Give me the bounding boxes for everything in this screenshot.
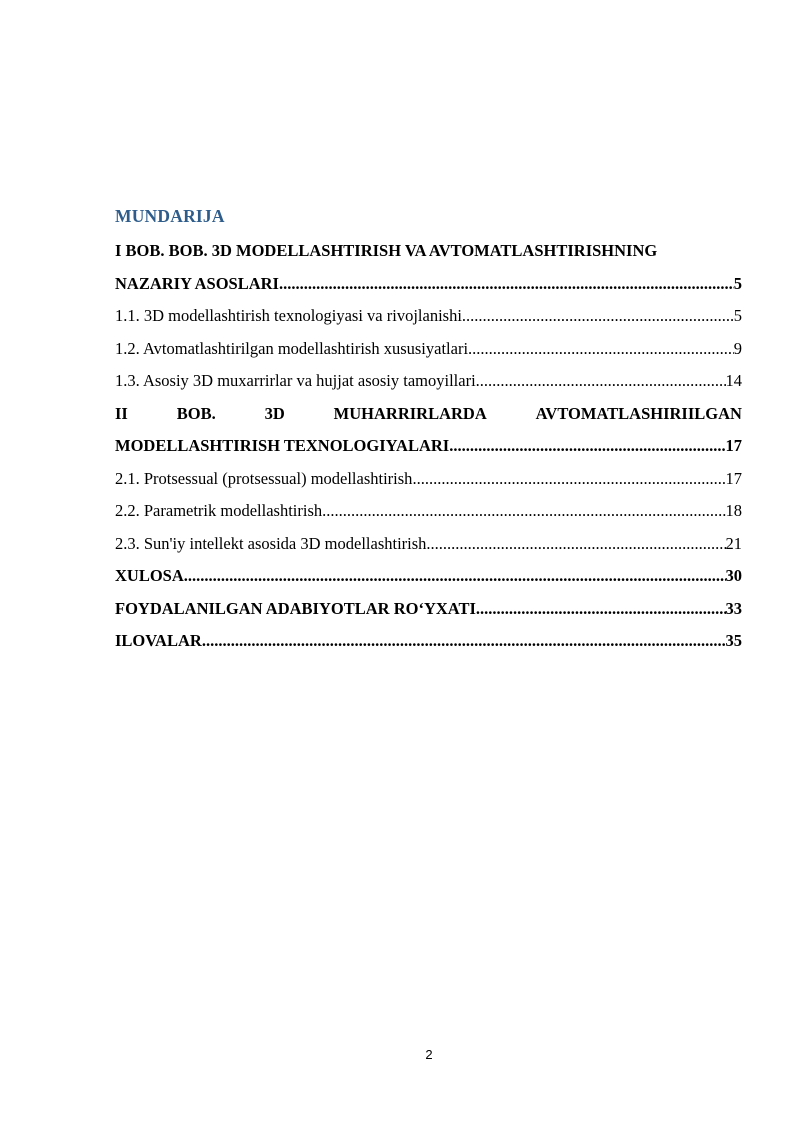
toc-entry-title: 1.1. 3D modellashtirish texnologiyasi va rivojlanishi (115, 306, 462, 325)
toc-page-number: 18 (725, 501, 742, 520)
toc-page-number: 33 (725, 598, 742, 618)
toc-entry-1-2[interactable] (115, 333, 742, 366)
toc-page-number: 35 (725, 631, 742, 650)
toc-word: BOB. (176, 403, 216, 423)
toc-entry-title: ILOVALAR (115, 631, 202, 650)
dot-leader (322, 495, 725, 528)
toc-entry-chapter-2[interactable] (115, 398, 742, 463)
toc-entry-title-line1: I BOB. BOB. 3D MODELLASHTIRISH VA AVTOMATLASHTIRISHNING (115, 241, 658, 260)
toc-page-number: 17 (725, 436, 742, 455)
dot-leader (412, 463, 725, 496)
dot-leader (426, 528, 725, 561)
toc-entry-title-line2: MODELLASHTIRISH TEXNOLOGIYALARI (115, 436, 450, 455)
toc-page-number: 21 (725, 533, 742, 553)
dot-leader (449, 430, 725, 463)
page-number: 2 (425, 1047, 433, 1062)
toc-entry-title: FOYDALANILGAN ADABIYOTLAR RO‘YXATI (115, 598, 476, 618)
toc-heading: MUNDARIJA (115, 206, 225, 226)
toc-page-number: 9 (733, 338, 742, 358)
dot-leader (279, 268, 734, 301)
toc-entry-title: XULOSA (115, 566, 184, 585)
dot-leader (202, 625, 726, 658)
toc-page-number: 5 (733, 273, 742, 293)
toc-entry-xulosa[interactable] (115, 560, 742, 593)
toc-entry-title: 1.2. Avtomatlashtirilgan modellashtirish xususiyatlari (115, 338, 469, 358)
dot-leader (184, 560, 726, 593)
toc-page-number: 5 (733, 306, 742, 325)
toc-page-number: 30 (725, 566, 742, 585)
toc-entry-title-line2: NAZARIY ASOSLARI (115, 273, 279, 293)
toc-entry-2-1[interactable] (115, 463, 742, 496)
table-of-contents (115, 235, 742, 658)
toc-page-number: 17 (725, 468, 742, 488)
toc-entry-2-2[interactable] (115, 495, 742, 528)
toc-word: AVTOMATLASHIRIILGAN (535, 403, 742, 423)
toc-word: 3D (264, 403, 285, 423)
dot-leader (476, 593, 726, 626)
toc-entry-title: 2.3. Sun'iy intellekt asosida 3D modellashtirish (115, 533, 427, 553)
toc-entry-title: 2.2. Parametrik modellashtirish (115, 501, 323, 520)
toc-entry-title-line1 (115, 398, 742, 431)
toc-word: MUHARRIRLARDA (333, 403, 487, 423)
toc-entry-appendices[interactable] (115, 625, 742, 658)
toc-entry-title: 1.3. Asosiy 3D muxarrirlar va hujjat asosiy tamoyillari (115, 371, 476, 390)
toc-entry-chapter-1[interactable] (115, 235, 742, 300)
toc-entry-references[interactable] (115, 593, 742, 626)
toc-word: II (115, 403, 128, 423)
dot-leader (462, 300, 734, 333)
toc-entry-title: 2.1. Protsessual (protsessual) modellashtirish (115, 468, 413, 488)
dot-leader (476, 365, 726, 398)
toc-entry-1-3[interactable] (115, 365, 742, 398)
dot-leader (468, 333, 734, 366)
toc-page-number: 14 (725, 371, 742, 390)
toc-entry-1-1[interactable] (115, 300, 742, 333)
toc-entry-2-3[interactable] (115, 528, 742, 561)
